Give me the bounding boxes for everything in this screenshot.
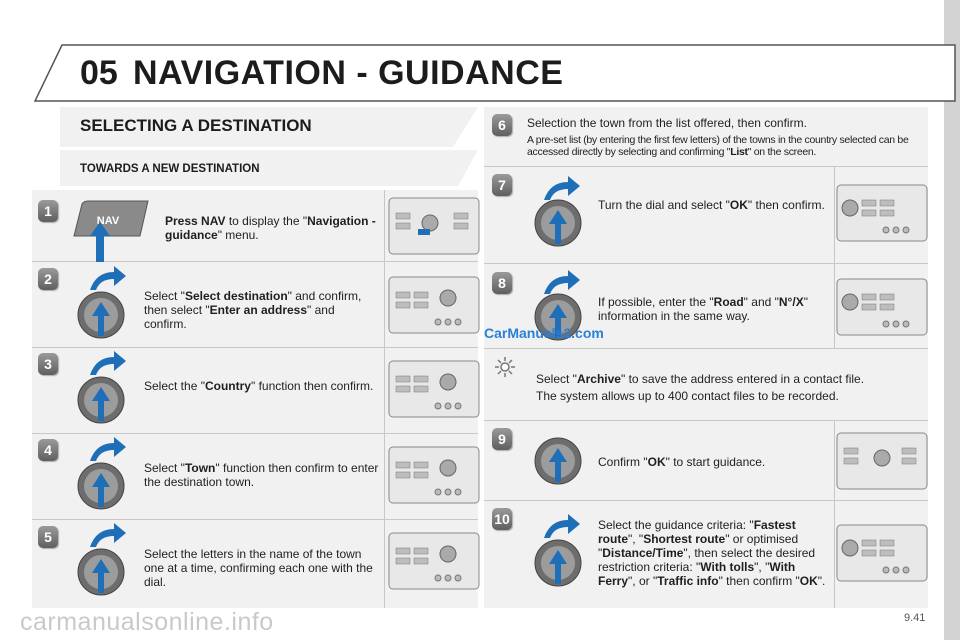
tip-text: Select "Archive" to save the address entered in a contact file. — [536, 372, 865, 386]
dial-icon — [76, 547, 126, 597]
nav-button-label: NAV — [96, 215, 120, 227]
rotate-arrow-icon — [540, 270, 580, 296]
divider — [32, 347, 478, 348]
divider — [484, 500, 928, 501]
radio-unit-illustration — [836, 278, 928, 336]
step-7-badge: 7 — [492, 174, 512, 196]
divider — [834, 166, 835, 348]
radio-unit-illustration — [388, 532, 480, 590]
step-6-note: A pre-set list (by entering the first few letters) of the towns in the country selected can be accessed directly by selecting and confirming "List" on the screen. — [527, 134, 909, 158]
radio-unit-illustration — [836, 184, 928, 242]
step-7-text: Turn the dial and select "OK" then confirm. — [598, 198, 825, 212]
step-9-text: Confirm "OK" to start guidance. — [598, 455, 766, 469]
lightbulb-icon — [494, 356, 516, 378]
dial-icon — [76, 290, 126, 340]
divider — [834, 420, 835, 608]
step-3-badge: 3 — [38, 353, 58, 375]
divider — [484, 263, 928, 264]
radio-unit-illustration — [388, 276, 480, 334]
radio-unit-illustration — [836, 432, 928, 490]
step-9-badge: 9 — [492, 428, 512, 450]
divider — [32, 519, 478, 520]
divider — [484, 166, 928, 167]
divider — [32, 433, 478, 434]
rotate-arrow-icon — [86, 437, 126, 463]
subsection-title: TOWARDS A NEW DESTINATION — [80, 163, 260, 175]
radio-unit-illustration — [388, 446, 480, 504]
dial-icon — [76, 375, 126, 425]
page-title: NAVIGATION - GUIDANCE — [133, 54, 564, 92]
step-8-badge: 8 — [492, 272, 512, 294]
footer-site: carmanualsonline.info — [20, 608, 274, 636]
step-2-text: Select "Select destination" and confirm, then select "Enter an address" and confirm. — [144, 289, 362, 331]
tip-note: The system allows up to 400 contact files to be recorded. — [536, 389, 839, 403]
step-4-text: Select "Town" function then confirm to enter the destination town. — [144, 461, 379, 489]
step-5-text: Select the letters in the name of the town one at a time, confirming each one with the dial. — [144, 547, 373, 589]
rotate-arrow-icon — [86, 351, 126, 377]
chapter-number: 05 — [80, 54, 118, 92]
rotate-arrow-icon — [540, 176, 580, 202]
divider — [384, 190, 385, 608]
page-number: 9.41 — [904, 612, 926, 624]
step-10-badge: 10 — [492, 508, 512, 530]
step-6-badge: 6 — [492, 114, 512, 136]
divider — [484, 420, 928, 421]
radio-unit-illustration — [388, 360, 480, 418]
dial-icon — [533, 436, 583, 486]
step-6-text: Selection the town from the list offered, then confirm. — [527, 116, 807, 130]
nav-button-illustration — [72, 200, 152, 238]
watermark: CarManuals2.com — [484, 325, 604, 341]
step-3-text: Select the "Country" function then confirm. — [144, 379, 374, 393]
rotate-arrow-icon — [86, 523, 126, 549]
radio-unit-illustration — [388, 197, 480, 255]
step-1-text: Press NAV to display the "Navigation - guidance" menu. — [165, 214, 376, 242]
radio-unit-illustration — [836, 524, 928, 582]
step-1-badge: 1 — [38, 200, 58, 222]
dial-icon — [76, 461, 126, 511]
step-4-badge: 4 — [38, 439, 58, 461]
press-arrow-icon — [90, 222, 110, 262]
divider — [484, 348, 928, 349]
dial-icon — [533, 198, 583, 248]
step-10-text: Select the guidance criteria: "Fastest route", "Shortest route" or optimised "Distance/Time", then select the desired restriction criteria: "With tolls", "With Ferry", or "Traffic info" then confirm "OK". — [598, 518, 826, 588]
step-5-badge: 5 — [38, 526, 58, 548]
rotate-arrow-icon — [540, 514, 580, 540]
step-8-text: If possible, enter the "Road" and "N°/X" information in the same way. — [598, 295, 808, 323]
section-title: SELECTING A DESTINATION — [80, 116, 312, 135]
step-2-badge: 2 — [38, 268, 58, 290]
rotate-arrow-icon — [86, 266, 126, 292]
dial-icon — [533, 538, 583, 588]
